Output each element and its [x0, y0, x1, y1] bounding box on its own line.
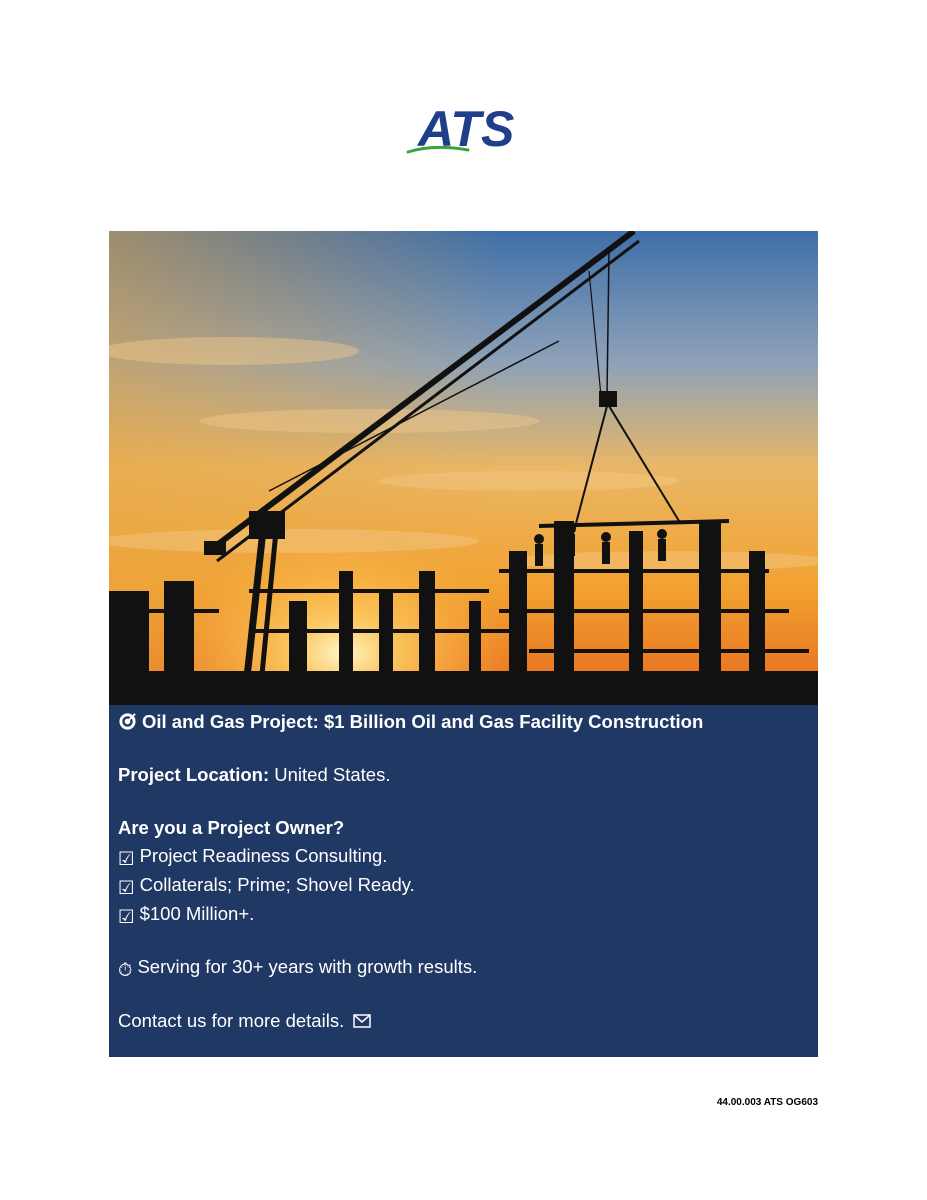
info-panel [109, 705, 818, 1057]
checklist-item-text: Project Readiness Consulting. [139, 845, 388, 866]
location-label: Project Location: [118, 764, 270, 785]
location-value: United States. [274, 764, 391, 785]
headline [118, 710, 703, 734]
headline-text: Oil and Gas Project: $1 Billion Oil and Gas Facility Construction [142, 711, 704, 732]
checklist-item [118, 902, 254, 929]
hero-construction-image [109, 231, 818, 705]
checklist-item [118, 844, 387, 871]
envelope-icon [353, 1014, 371, 1028]
checkbox-checked-icon: ☑ [118, 906, 135, 927]
logo-text: ATS [418, 101, 515, 157]
checklist-item [118, 873, 415, 900]
ats-logo [404, 98, 516, 158]
checkbox-checked-icon: ☑ [118, 877, 135, 898]
document-code: 44.00.003 ATS OG603 [716, 1097, 818, 1108]
contact-text: Contact us for more details. [118, 1010, 345, 1031]
owner-question: Are you a Project Owner? [118, 817, 345, 838]
checklist-item-text: Collaterals; Prime; Shovel Ready. [139, 874, 415, 895]
checkbox-checked-icon: ☑ [118, 848, 135, 869]
serving-line [118, 955, 477, 982]
checklist-item-text: $100 Million+. [139, 903, 255, 924]
contact-line [118, 1009, 376, 1033]
target-icon [118, 712, 137, 731]
stopwatch-icon: ⏱ [118, 959, 133, 980]
location-line [118, 763, 390, 787]
serving-text: Serving for 30+ years with growth results. [137, 956, 478, 977]
